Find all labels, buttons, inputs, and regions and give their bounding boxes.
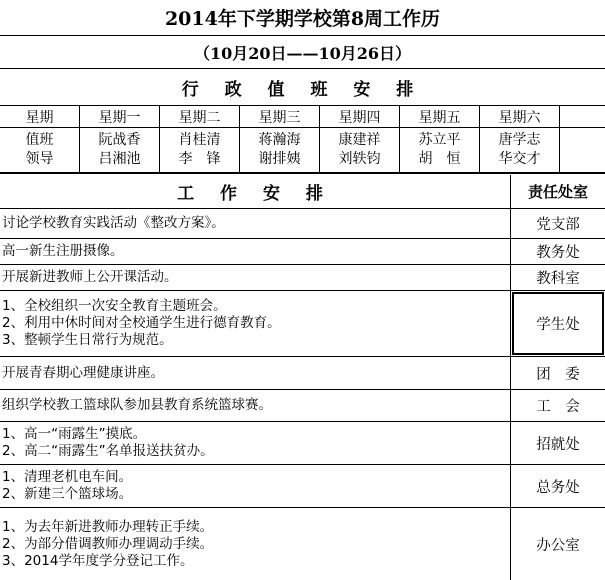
staff-cell[interactable]	[240, 128, 320, 172]
task-row	[0, 465, 605, 508]
staff-name: 阮战香	[98, 132, 141, 148]
staff-name: 苏立平	[418, 132, 461, 148]
weekday-cell[interactable]: 星期五	[400, 106, 480, 127]
weekday-cell[interactable]: 星期三	[240, 106, 320, 127]
staff-name: 谢排姨	[258, 151, 301, 167]
staff-cell[interactable]	[480, 128, 560, 172]
staff-cell[interactable]	[160, 128, 240, 172]
task-description-cell[interactable]	[0, 465, 511, 507]
responsible-dept-cell[interactable]: 总务处	[536, 479, 580, 496]
task-line: 开展青春期心理健康讲座。	[2, 364, 164, 381]
staff-cell[interactable]	[80, 128, 160, 172]
task-row	[0, 390, 605, 422]
task-description-cell[interactable]	[0, 209, 511, 238]
task-description-cell[interactable]	[0, 265, 511, 290]
task-row	[0, 357, 605, 390]
staff-name: 华交才	[498, 151, 541, 167]
sheet-title[interactable]: 2014年下学期学校第8周工作历	[0, 0, 605, 36]
task-line: 2、新建三个篮球场。	[2, 486, 133, 502]
duty-section-title[interactable]: 行 政 值 班 安 排	[0, 69, 605, 106]
work-header[interactable]: 工 作 安 排	[0, 175, 511, 208]
task-row	[0, 291, 605, 357]
responsible-dept-cell[interactable]: 工 会	[536, 399, 580, 415]
task-line: 3、2014学年度学分登记工作。	[2, 552, 194, 569]
empty-cell[interactable]	[560, 106, 605, 127]
staff-cell[interactable]	[0, 128, 80, 172]
staff-name: 唐学志	[498, 132, 541, 148]
task-description-cell[interactable]	[0, 422, 511, 464]
task-description-cell[interactable]	[0, 357, 511, 389]
weekday-cell[interactable]: 星期一	[80, 106, 160, 127]
staff-name: 吕湘池	[98, 151, 141, 167]
task-line: 2、利用中休时间对全校通学生进行德育教育。	[2, 315, 281, 331]
task-line: 组织学校教工篮球队参加县教育系统篮球赛。	[2, 397, 272, 413]
weekday-cell[interactable]: 星期六	[480, 106, 560, 127]
staff-cell[interactable]	[400, 128, 480, 172]
task-row	[0, 508, 605, 580]
staff-name: 康建祥	[338, 132, 381, 148]
weekday-row	[0, 106, 605, 128]
task-line: 2、高二“雨露生”名单报送扶贫办。	[2, 443, 214, 459]
task-description-cell[interactable]	[0, 291, 511, 356]
responsible-dept-cell[interactable]: 党支部	[536, 217, 580, 233]
task-description-cell[interactable]	[0, 508, 511, 580]
task-row	[0, 265, 605, 291]
task-line: 1、全校组织一次安全教育主题班会。	[2, 298, 227, 314]
staff-cell[interactable]	[320, 128, 400, 172]
task-row	[0, 422, 605, 465]
task-line: 开展新进教师上公开课活动。	[2, 269, 178, 285]
task-line: 2、为部分借调教师办理调动手续。	[2, 535, 214, 552]
task-description-cell[interactable]	[0, 390, 511, 421]
duty-staff-row	[0, 128, 605, 174]
responsible-dept-cell[interactable]: 办公室	[536, 537, 580, 554]
staff-name: 肖桂清	[178, 132, 221, 148]
responsible-dept-cell[interactable]: 教务处	[536, 245, 580, 261]
weekday-cell[interactable]: 星期四	[320, 106, 400, 127]
weekday-cell[interactable]: 星期二	[160, 106, 240, 127]
task-line: 1、高一“雨露生”摸底。	[2, 426, 147, 442]
staff-name: 李 锋	[178, 151, 221, 167]
staff-name: 值班	[25, 132, 54, 148]
date-range[interactable]: （10月20日——10月26日）	[0, 36, 605, 69]
task-row	[0, 209, 605, 239]
work-header-row	[0, 175, 605, 209]
task-line: 3、整顿学生日常行为规范。	[2, 332, 173, 348]
task-line: 1、清理老机电车间。	[2, 469, 133, 485]
dept-header[interactable]: 责任处室	[527, 183, 588, 201]
responsible-dept-cell[interactable]: 团 委	[536, 366, 580, 383]
empty-cell[interactable]	[560, 128, 605, 172]
task-line: 1、为去年新进教师办理转正手续。	[2, 518, 214, 535]
task-row	[0, 239, 605, 265]
responsible-dept-cell[interactable]: 教科室	[536, 271, 580, 287]
staff-name: 刘轶钧	[338, 151, 381, 167]
task-description-cell[interactable]	[0, 239, 511, 264]
weekday-cell[interactable]: 星期	[0, 106, 80, 127]
staff-name: 胡 恒	[418, 151, 461, 167]
staff-name: 蒋瀚海	[258, 132, 301, 148]
task-line: 讨论学校教育实践活动《整改方案》。	[2, 215, 225, 231]
staff-name: 领导	[25, 151, 54, 167]
responsible-dept-cell[interactable]: 招就处	[536, 436, 580, 453]
task-line: 高一新生注册摄像。	[2, 243, 124, 259]
responsible-dept-cell[interactable]: 学生处	[511, 291, 605, 356]
